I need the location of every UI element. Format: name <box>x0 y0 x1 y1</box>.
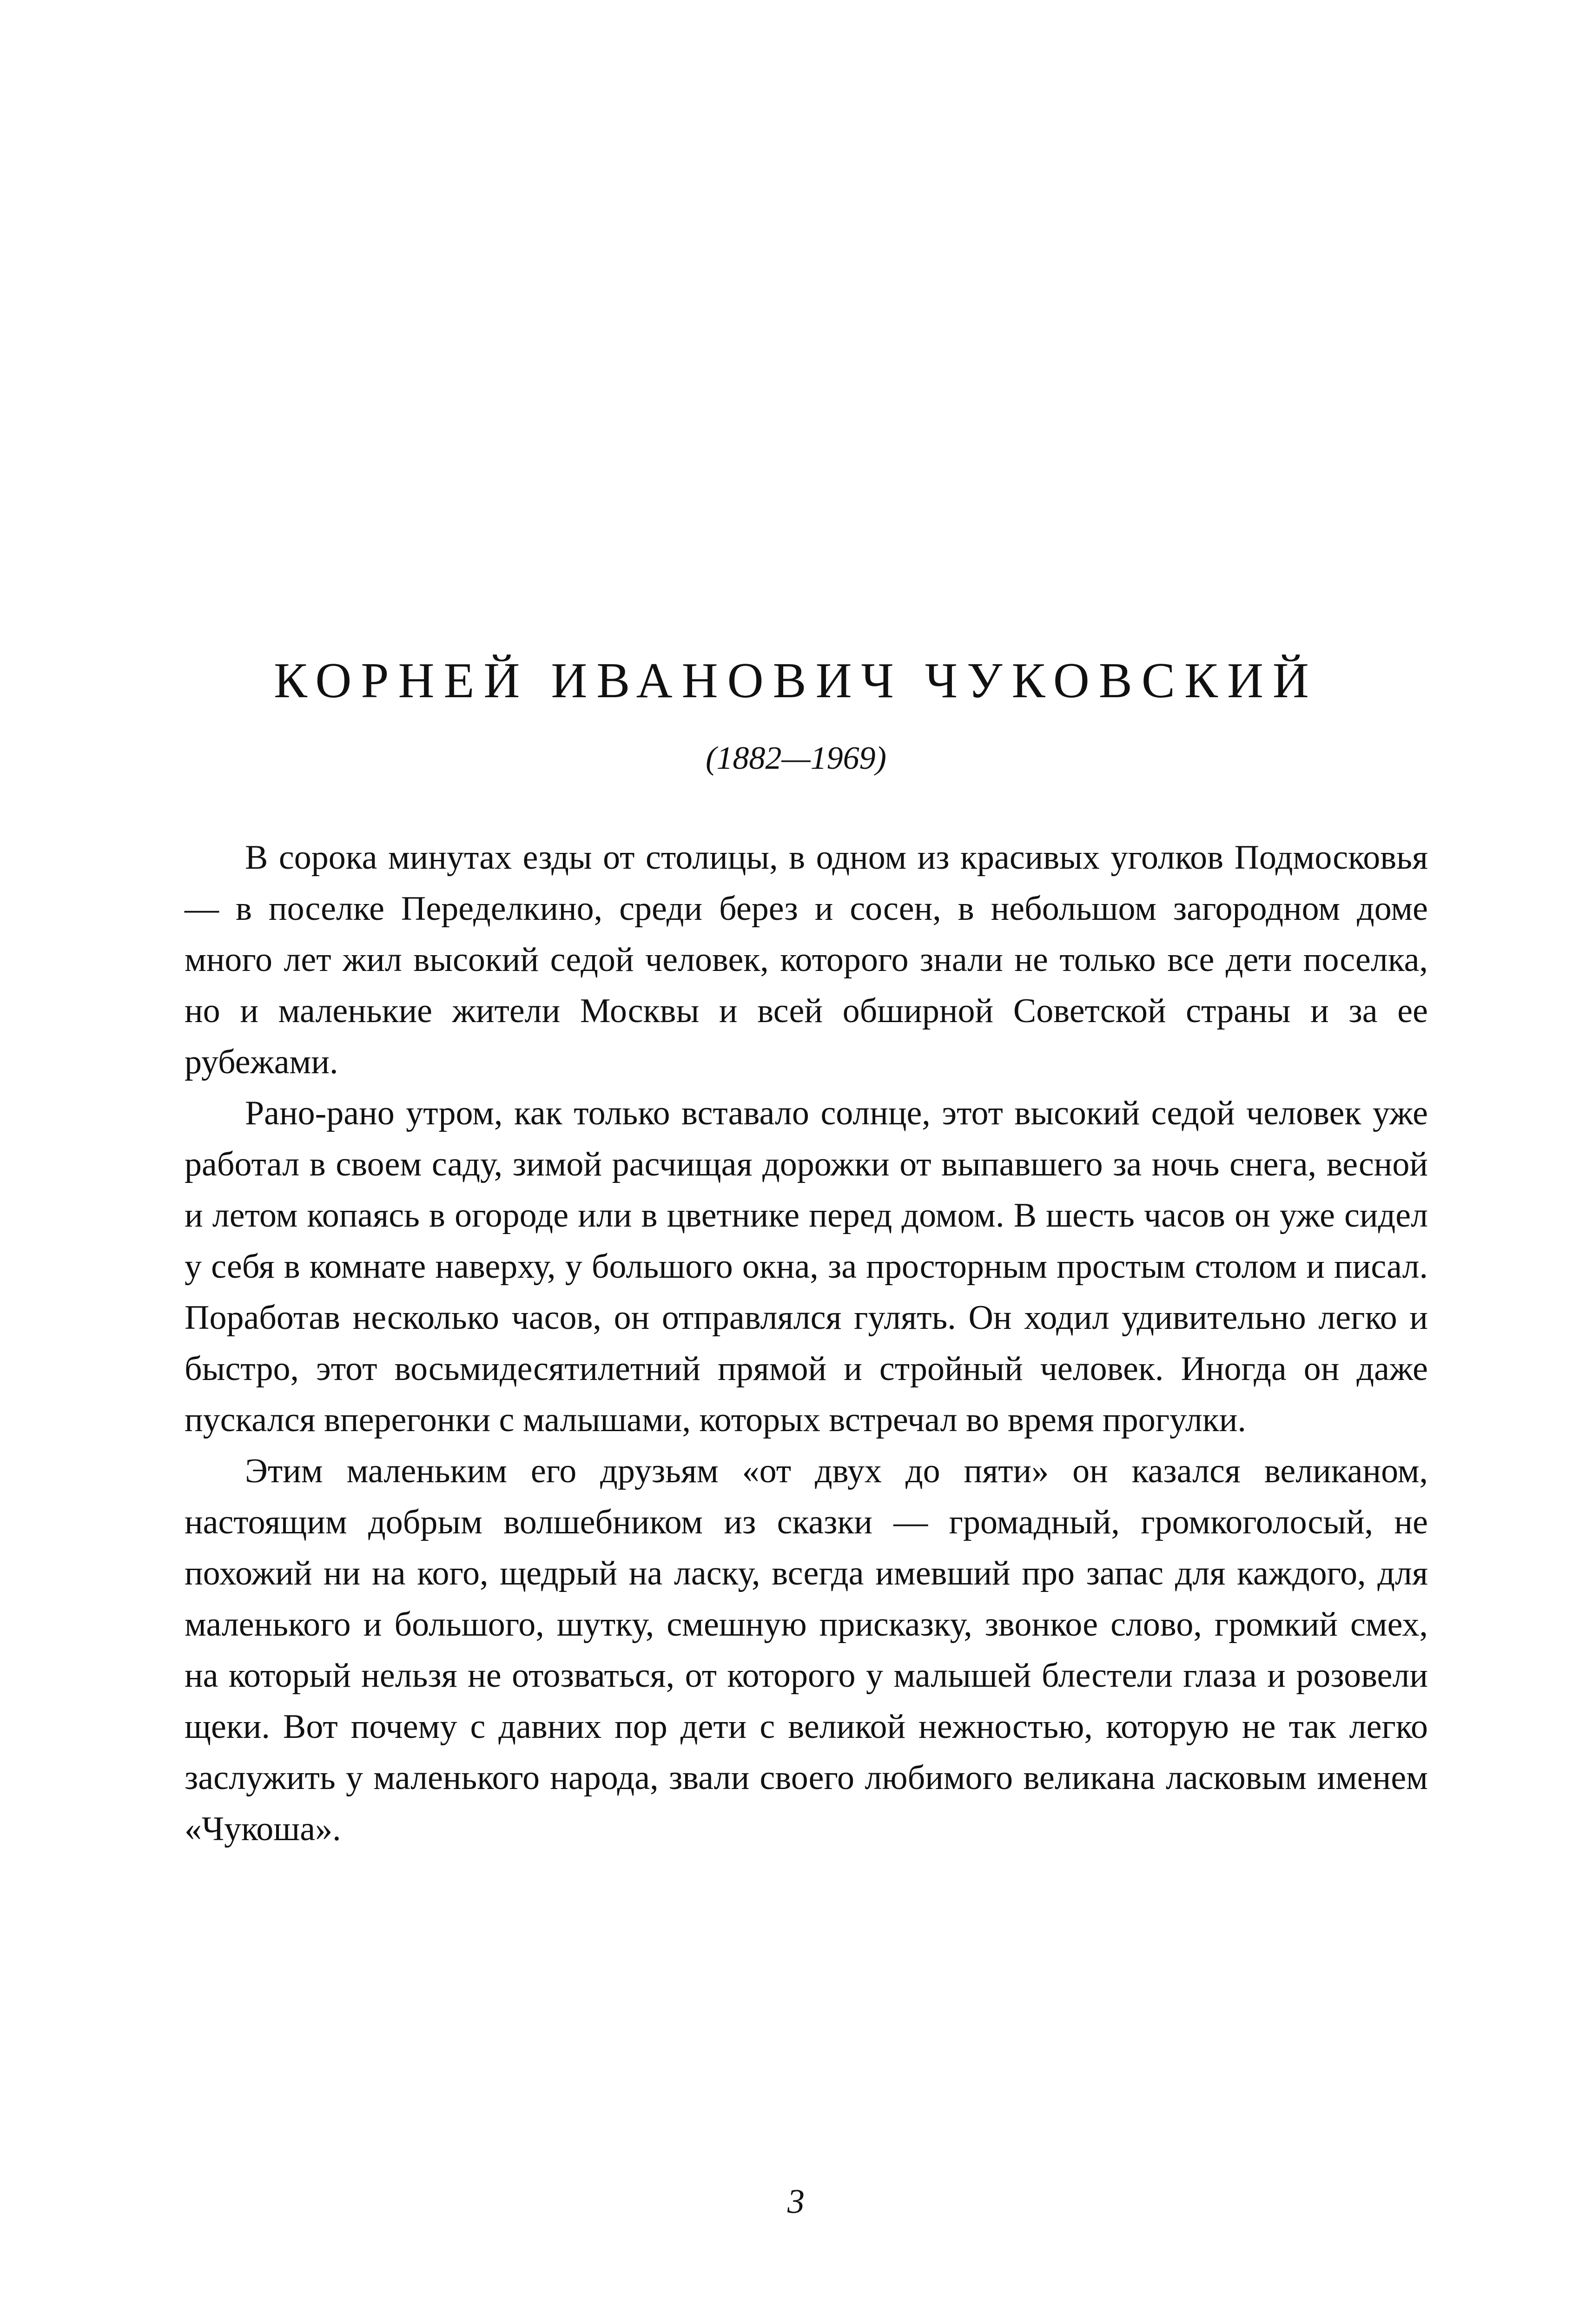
page-number: 3 <box>787 2183 805 2221</box>
author-heading: КОРНЕЙ ИВАНОВИЧ ЧУКОВСКИЙ <box>274 653 1318 708</box>
paragraph-2: Рано-рано утром, как только вставало солнце, этот высокий седой человек уже работал в своем саду, зимой расчищая дорожки от выпавшего за ночь снега, весной и летом копаясь в огороде или в цветнике перед домом. В шесть часов он уже сидел у себя в комнате наверху, у большого окна, за просторным простым столом и писал. Поработав несколько часов, он отправлялся гулять. Он ходил удивительно легко и быстро, этот восьмидесятилетний прямой и стройный человек. Иногда он даже пускался вперегонки с малышами, которых встречал во время прогулки. <box>185 1094 1428 1439</box>
paragraph-3: Этим маленьким его друзьям «от двух до пяти» он казался великаном, настоящим добрым волшебником из сказки — громадный, громкоголосый, не похожий ни на кого, щедрый на ласку, всегда имевший про запас для каждого, для маленького и большого, шутку, смешную присказку, звонкое слово, громкий смех, на который нельзя не отозваться, от которого у малышей блестели глаза и розовели щеки. Вот почему с давних пор дети с великой нежностью, которую не так легко заслужить у маленького народа, звали своего любимого великана ласковым именем «Чукоша». <box>185 1452 1428 1848</box>
paragraph-1: В сорока минутах езды от столицы, в одном из красивых уголков Подмосковья — в поселке Переделкино, среди берез и сосен, в небольшом загородном доме много лет жил высокий седой человек, которого знали не только все дети поселка, но и маленькие жители Москвы и всей обширной Советской страны и за ее рубежами. <box>185 838 1428 1081</box>
life-dates: (1882—1969) <box>706 740 886 776</box>
body-text <box>185 832 1428 1855</box>
